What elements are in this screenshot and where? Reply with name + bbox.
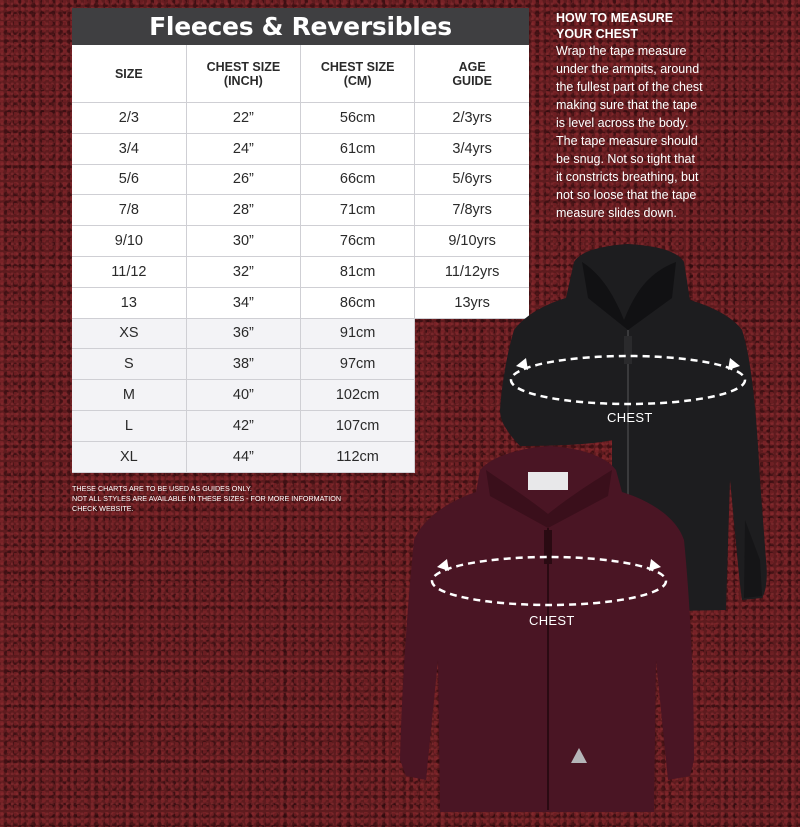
cell-age-guide: 5/6yrs	[415, 164, 529, 195]
cell-chest-inch: 38”	[186, 349, 300, 380]
instructions-line: it constricts breathing, but	[556, 170, 699, 184]
cell-chest-cm: 56cm	[301, 103, 415, 134]
instructions-line: Wrap the tape measure	[556, 44, 687, 58]
cell-chest-cm: 81cm	[301, 256, 415, 287]
instructions-line: not so loose that the tape	[556, 188, 697, 202]
cell-chest-cm: 97cm	[301, 349, 415, 380]
instructions-line: the fullest part of the chest	[556, 80, 703, 94]
instructions-line: making sure that the tape	[556, 98, 698, 112]
disclaimer-line: NOT ALL STYLES ARE AVAILABLE IN THESE SIZES - FOR MORE INFORMATION	[72, 494, 342, 503]
cell-chest-inch: 44”	[186, 441, 300, 472]
cell-chest-inch: 28”	[186, 195, 300, 226]
instructions-title-line: HOW TO MEASURE	[556, 11, 674, 25]
header-chest-cm: CHEST SIZE (CM)	[301, 45, 415, 103]
cell-size: 2/3	[72, 103, 186, 134]
cell-chest-inch: 34”	[186, 287, 300, 318]
cell-chest-inch: 42”	[186, 410, 300, 441]
chest-label-black-jacket: CHEST	[607, 410, 653, 425]
cell-chest-inch: 26”	[186, 164, 300, 195]
cell-size: 7/8	[72, 195, 186, 226]
instructions-line: The tape measure should	[556, 134, 698, 148]
cell-chest-cm: 61cm	[301, 133, 415, 164]
cell-size: 13	[72, 287, 186, 318]
cell-chest-inch: 22”	[186, 103, 300, 134]
cell-chest-cm: 66cm	[301, 164, 415, 195]
cell-chest-cm: 91cm	[301, 318, 415, 349]
disclaimer-line: THESE CHARTS ARE TO BE USED AS GUIDES ONLY.	[72, 484, 252, 493]
cell-size: S	[72, 349, 186, 380]
instructions-line: measure slides down.	[556, 206, 677, 220]
header-chest-inch: CHEST SIZE (INCH)	[186, 45, 300, 103]
table-title: Fleeces & Reversibles	[72, 8, 529, 45]
cell-chest-cm: 86cm	[301, 287, 415, 318]
cell-chest-inch: 24”	[186, 133, 300, 164]
cell-chest-inch: 32”	[186, 256, 300, 287]
cell-size: XS	[72, 318, 186, 349]
cell-age-guide: 9/10yrs	[415, 226, 529, 257]
cell-chest-inch: 40”	[186, 380, 300, 411]
cell-chest-inch: 30”	[186, 226, 300, 257]
cell-age-guide: 2/3yrs	[415, 103, 529, 134]
disclaimer-line: CHECK WEBSITE.	[72, 504, 134, 513]
header-age-guide: AGE GUIDE	[415, 45, 529, 103]
cell-chest-inch: 36”	[186, 318, 300, 349]
instructions-title-line: YOUR CHEST	[556, 27, 638, 41]
cell-age-guide: 3/4yrs	[415, 133, 529, 164]
cell-size: 3/4	[72, 133, 186, 164]
cell-chest-cm: 71cm	[301, 195, 415, 226]
cell-size: L	[72, 410, 186, 441]
cell-chest-cm: 107cm	[301, 410, 415, 441]
cell-size: 5/6	[72, 164, 186, 195]
cell-size: M	[72, 380, 186, 411]
cell-chest-cm: 102cm	[301, 380, 415, 411]
cell-size: 11/12	[72, 256, 186, 287]
chest-label-maroon-jacket: CHEST	[529, 613, 575, 628]
instructions-line: under the armpits, around	[556, 62, 700, 76]
cell-chest-cm: 112cm	[301, 441, 415, 472]
cell-size: XL	[72, 441, 186, 472]
cell-chest-cm: 76cm	[301, 226, 415, 257]
cell-age-guide: 13yrs	[415, 287, 529, 318]
header-size: SIZE	[72, 45, 186, 103]
cell-age-guide: 7/8yrs	[415, 195, 529, 226]
instructions-line: is level across the body.	[556, 116, 689, 130]
cell-age-guide: 11/12yrs	[415, 256, 529, 287]
cell-size: 9/10	[72, 226, 186, 257]
instructions-line: be snug. Not so tight that	[556, 152, 695, 166]
